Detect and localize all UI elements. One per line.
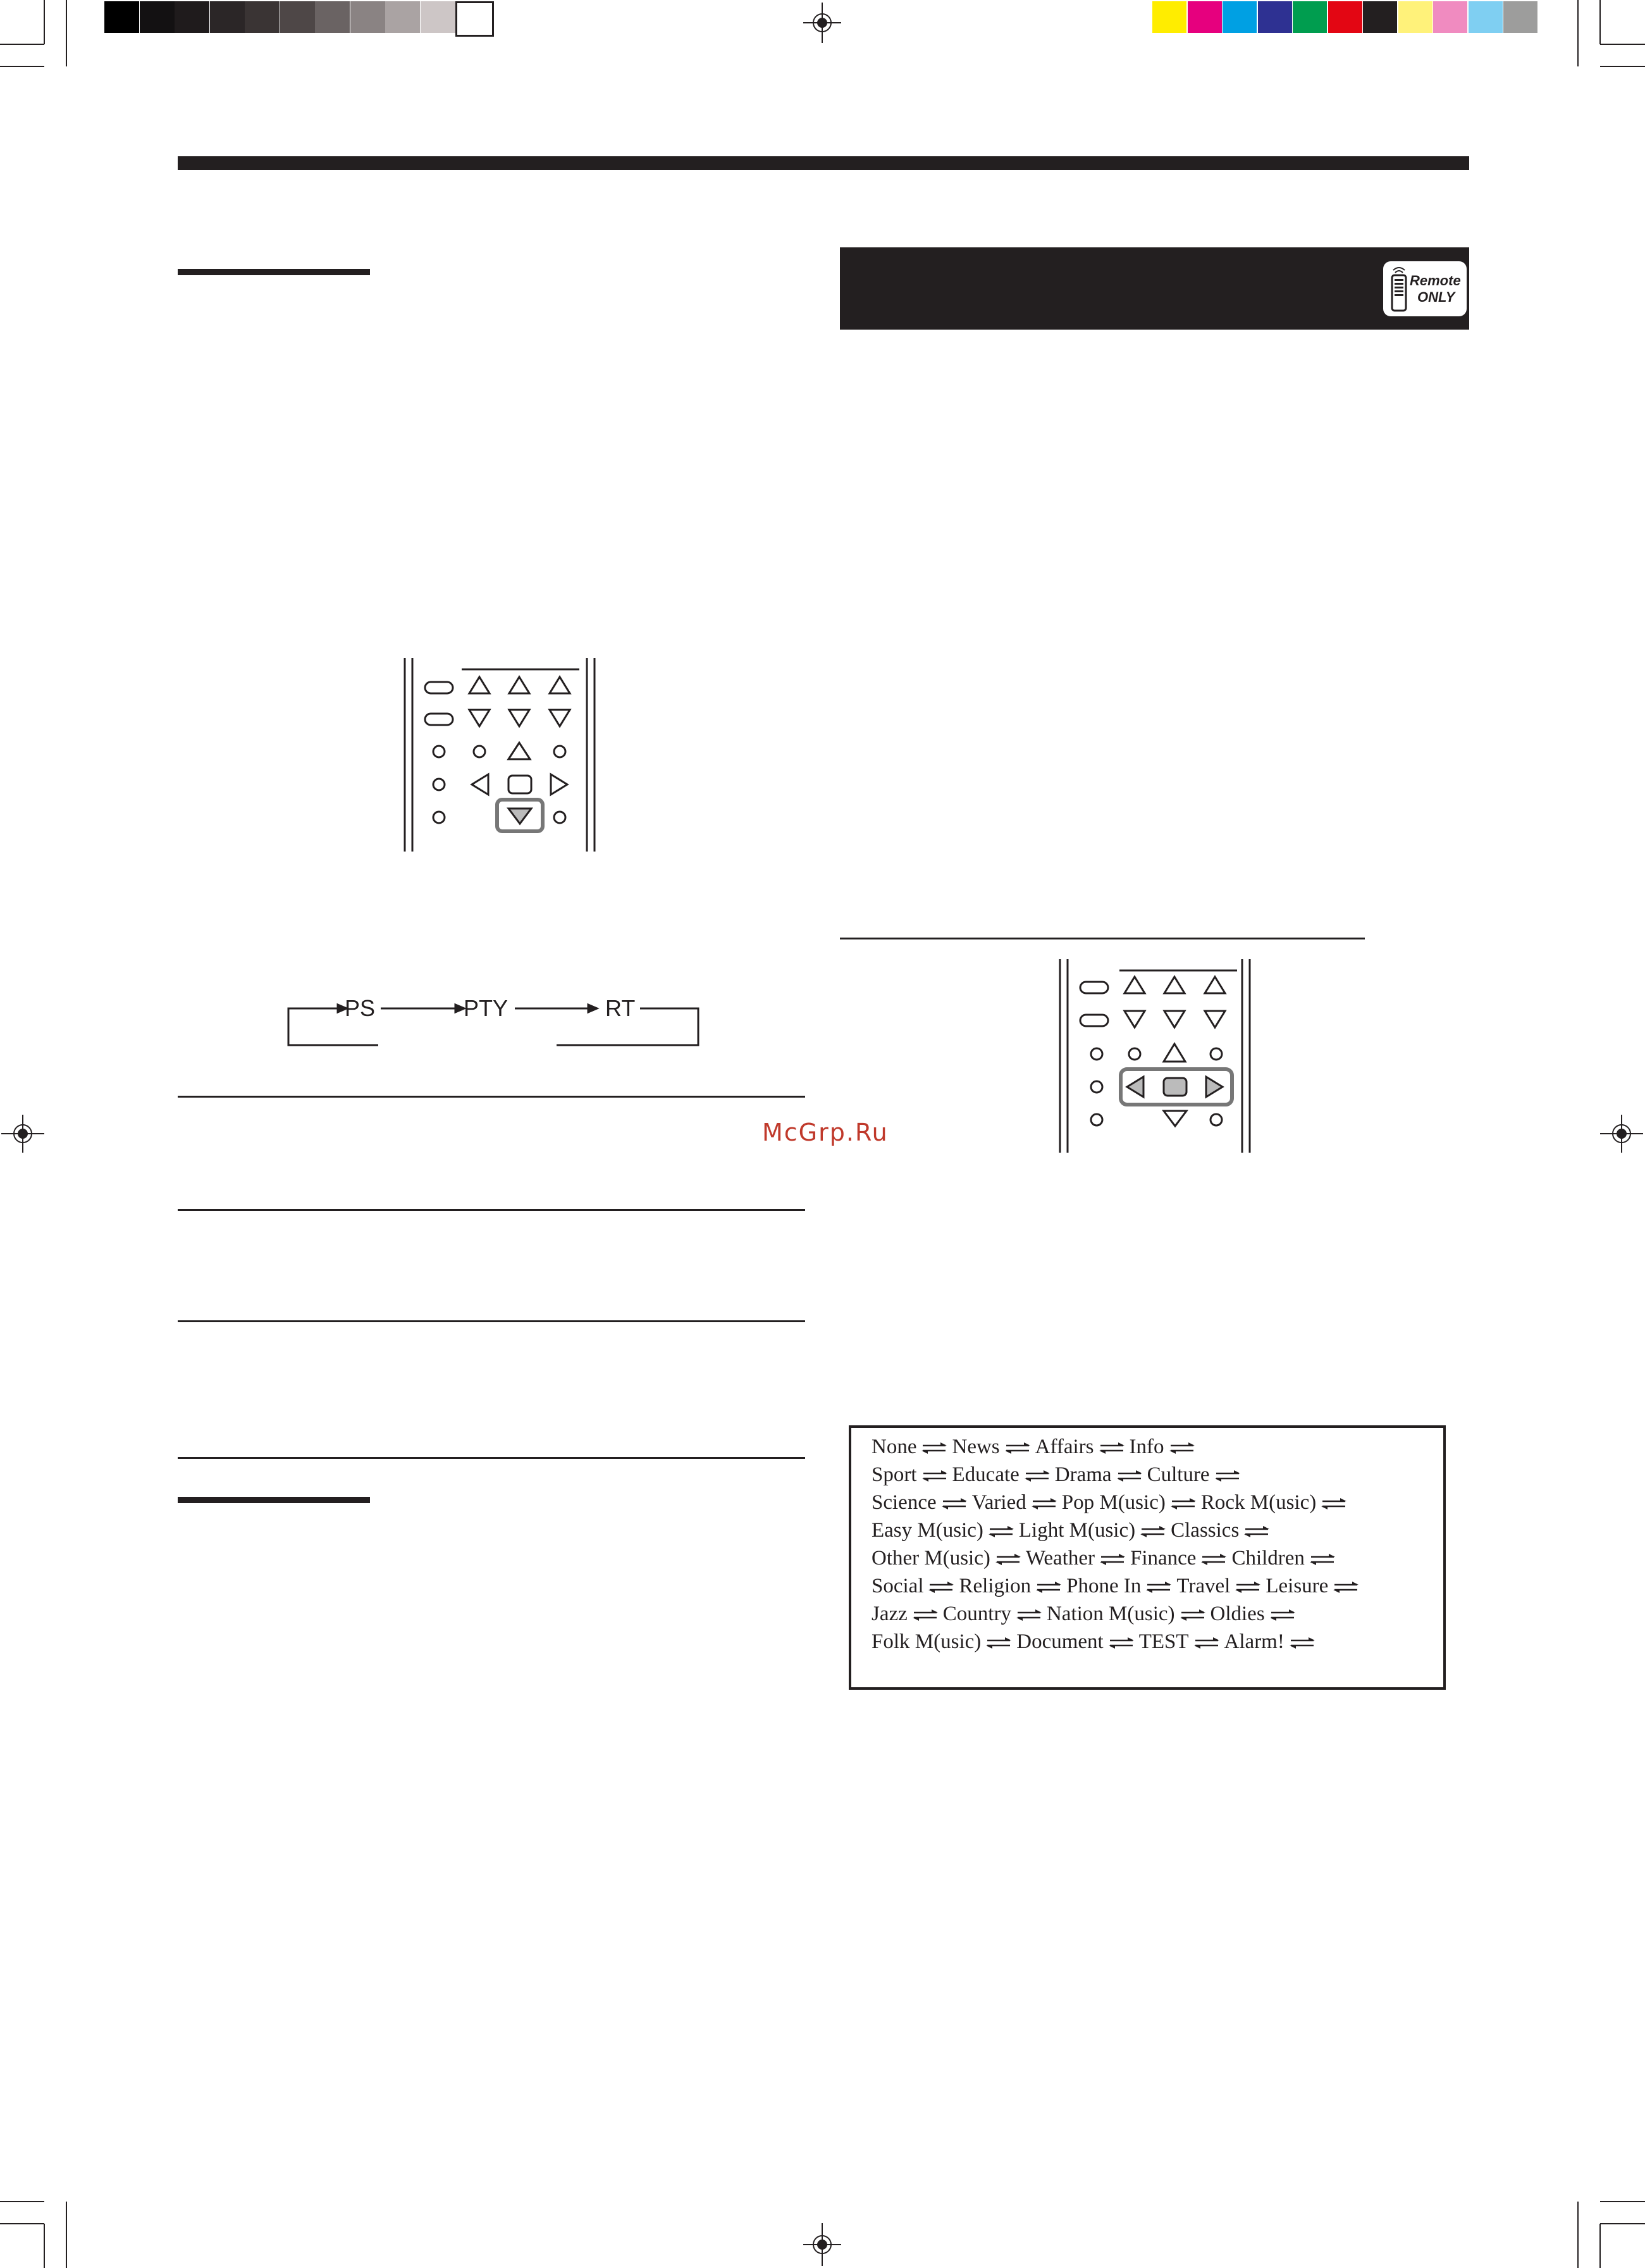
double-arrow-icon (1168, 1441, 1196, 1455)
pty-line (872, 1600, 1300, 1628)
pty-item: Info (1129, 1435, 1164, 1458)
double-arrow-icon (1145, 1580, 1173, 1594)
pty-item: Easy M(usic) (872, 1519, 983, 1542)
remote-badge-line1: Remote (1410, 273, 1461, 288)
pty-item: None (872, 1435, 917, 1458)
pty-item: Affairs (1035, 1435, 1094, 1458)
pty-line (872, 1628, 1320, 1656)
pty-item: Drama (1054, 1463, 1112, 1486)
pty-item: Light M(usic) (1018, 1519, 1136, 1542)
pty-item: Social (872, 1575, 924, 1597)
registration-mark-bottom (803, 2221, 841, 2268)
pty-line (872, 1572, 1364, 1600)
double-arrow-icon (1099, 1552, 1126, 1566)
pty-item: Alarm! (1224, 1630, 1285, 1653)
pty-line (872, 1544, 1340, 1572)
divider-4 (178, 1457, 805, 1459)
double-arrow-icon (1035, 1580, 1063, 1594)
double-arrow-icon (911, 1608, 939, 1622)
double-arrow-icon (1030, 1497, 1058, 1511)
section-underline-1 (178, 269, 370, 275)
remote-keypad-left-right-highlight (1059, 958, 1252, 1154)
remote-only-badge (1383, 261, 1467, 316)
pty-item: Culture (1147, 1463, 1210, 1486)
pty-line (872, 1516, 1274, 1544)
divider-3 (178, 1320, 805, 1322)
flow-ps-label: PS (345, 995, 376, 1021)
pty-item: Leisure (1266, 1575, 1329, 1597)
double-arrow-icon (1139, 1525, 1167, 1539)
pty-item: Nation M(usic) (1046, 1602, 1175, 1625)
pty-item: Weather (1025, 1547, 1095, 1570)
double-arrow-icon (1332, 1580, 1360, 1594)
pty-item: Oldies (1210, 1602, 1265, 1625)
double-arrow-icon (921, 1469, 949, 1483)
pty-item: Children (1231, 1547, 1305, 1570)
double-arrow-icon (927, 1580, 955, 1594)
divider-right (840, 938, 1365, 939)
pty-item: Other M(usic) (872, 1547, 990, 1570)
pty-line (872, 1433, 1200, 1461)
pty-item: Religion (959, 1575, 1032, 1597)
top-rule (178, 156, 1469, 170)
pty-item: Phone In (1066, 1575, 1142, 1597)
pty-item: Document (1016, 1630, 1104, 1653)
double-arrow-icon (940, 1497, 968, 1511)
remote-keypad-down-highlight (404, 657, 597, 853)
divider-1 (178, 1096, 805, 1098)
double-arrow-icon (1193, 1636, 1221, 1650)
double-arrow-icon (1023, 1469, 1051, 1483)
double-arrow-icon (1269, 1608, 1297, 1622)
double-arrow-icon (1309, 1552, 1336, 1566)
pty-item: Varied (971, 1491, 1026, 1514)
pty-item: Classics (1171, 1519, 1240, 1542)
double-arrow-icon (1169, 1497, 1197, 1511)
flow-pty-label: PTY (464, 995, 508, 1021)
pty-item: Folk M(usic) (872, 1630, 982, 1653)
divider-2 (178, 1209, 805, 1211)
double-arrow-icon (1116, 1469, 1143, 1483)
remote-badge-line2: ONLY (1417, 289, 1455, 305)
double-arrow-icon (1243, 1525, 1271, 1539)
double-arrow-icon (920, 1441, 948, 1455)
registration-mark-top (803, 0, 841, 46)
pty-line (872, 1461, 1245, 1489)
section-header-band (840, 247, 1469, 330)
pty-item: Finance (1130, 1547, 1197, 1570)
pty-item: Educate (952, 1463, 1020, 1486)
double-arrow-icon (994, 1552, 1022, 1566)
pty-item: News (952, 1435, 1000, 1458)
double-arrow-icon (1179, 1608, 1207, 1622)
pty-item: TEST (1138, 1630, 1189, 1653)
pty-code-list (849, 1425, 1446, 1690)
section-underline-2 (178, 1497, 370, 1503)
double-arrow-icon (985, 1636, 1013, 1650)
registration-mark-right (1599, 1115, 1644, 1153)
pty-item: Sport (872, 1463, 917, 1486)
pty-item: Science (872, 1491, 937, 1514)
double-arrow-icon (1107, 1636, 1135, 1650)
double-arrow-icon (1015, 1608, 1043, 1622)
double-arrow-icon (1288, 1636, 1316, 1650)
double-arrow-icon (1004, 1441, 1032, 1455)
pty-item: Travel (1176, 1575, 1231, 1597)
double-arrow-icon (987, 1525, 1015, 1539)
double-arrow-icon (1234, 1580, 1262, 1594)
double-arrow-icon (1200, 1552, 1228, 1566)
double-arrow-icon (1098, 1441, 1126, 1455)
remote-control-icon (1389, 265, 1408, 313)
registration-mark-left (0, 1115, 46, 1153)
pty-line (872, 1489, 1352, 1516)
double-arrow-icon (1214, 1469, 1241, 1483)
pty-item: Pop M(usic) (1061, 1491, 1166, 1514)
pty-item: Country (942, 1602, 1011, 1625)
pty-item: Rock M(usic) (1200, 1491, 1317, 1514)
flow-rt-label: RT (605, 995, 636, 1021)
watermark: McGrp.Ru (762, 1119, 889, 1146)
double-arrow-icon (1320, 1497, 1348, 1511)
pty-item: Jazz (872, 1602, 908, 1625)
